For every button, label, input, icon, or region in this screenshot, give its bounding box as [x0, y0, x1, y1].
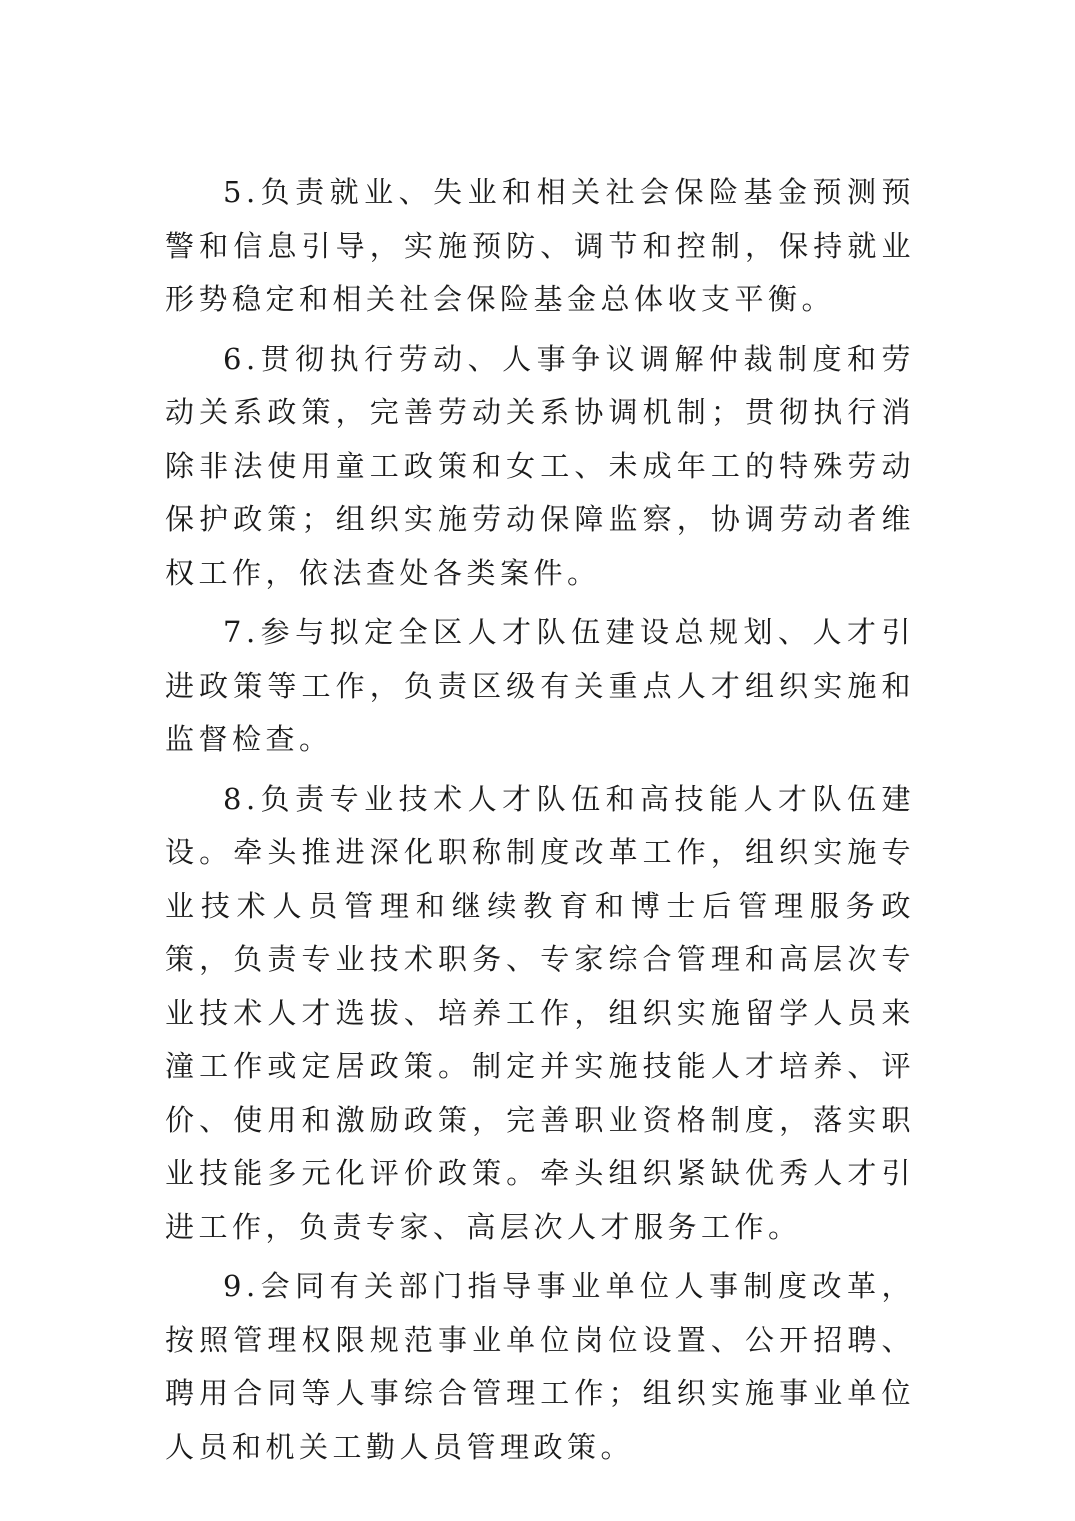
paragraph-item-5: 5.负责就业、失业和相关社会保险基金预测预警和信息引导，实施预防、调节和控制，保持就业形势稳定和相关社会保险基金总体收支平衡。: [165, 175, 915, 316]
document-body: [165, 166, 915, 1480]
paragraph-item-7: 7.参与拟定全区人才队伍建设总规划、人才引进政策等工作，负责区级有关重点人才组织实施和监督检查。: [165, 615, 915, 756]
paragraph-item-9: 9.会同有关部门指导事业单位人事制度改革，按照管理权限规范事业单位岗位设置、公开招聘、聘用合同等人事综合管理工作；组织实施事业单位人员和机关工勤人员管理政策。: [165, 1269, 915, 1464]
paragraph-item-6: 6.贯彻执行劳动、人事争议调解仲裁制度和劳动关系政策，完善劳动关系协调机制；贯彻执行消除非法使用童工政策和女工、未成年工的特殊劳动保护政策；组织实施劳动保障监察，协调劳动者维权工作，依法查处各类案件。: [165, 341, 915, 590]
paragraph-item-8: 8.负责专业技术人才队伍和高技能人才队伍建设。牵头推进深化职称制度改革工作，组织实施专业技术人员管理和继续教育和博士后管理服务政策，负责专业技术职务、专家综合管理和高层次专业技术人才选拔、培养工作，组织实施留学人员来潼工作或定居政策。制定并实施技能人才培养、评价、使用和激励政策，完善职业资格制度，落实职业技能多元化评价政策。牵头组织紧缺优秀人才引进工作，负责专家、高层次人才服务工作。: [165, 781, 915, 1244]
